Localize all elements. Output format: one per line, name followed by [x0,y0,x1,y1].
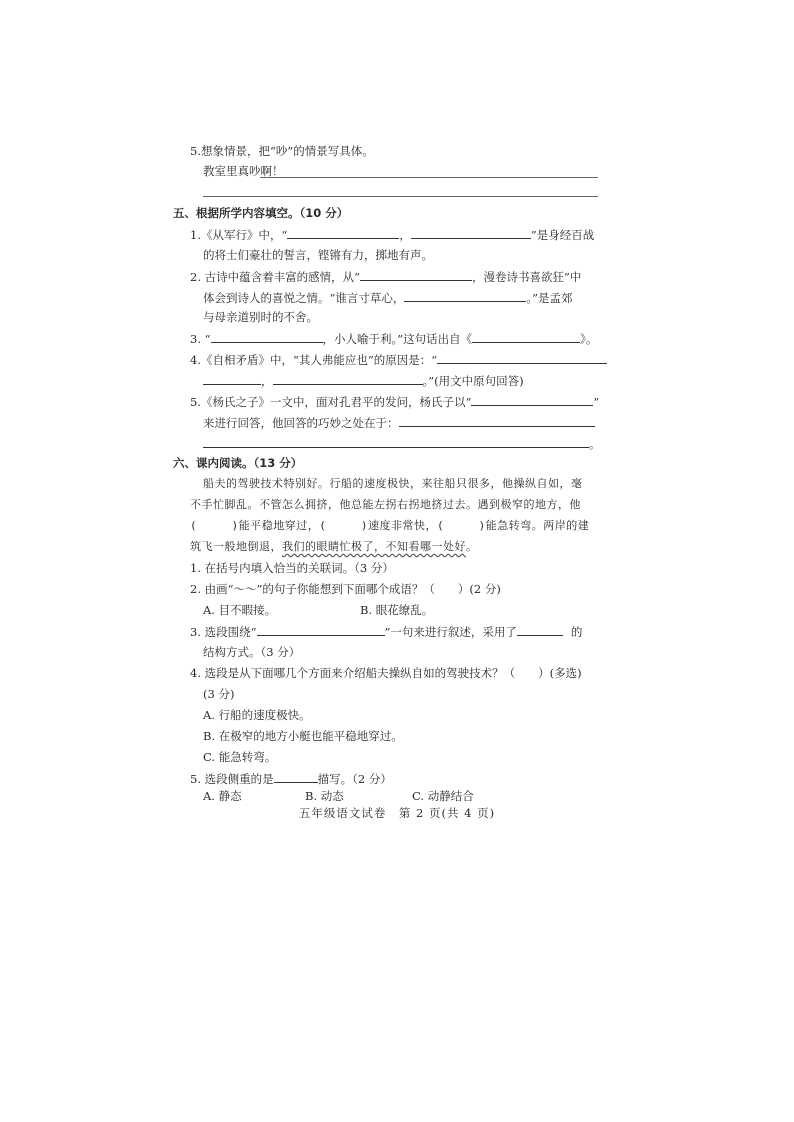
fill-blank[interactable] [411,226,531,239]
fill-blank[interactable] [203,372,261,385]
reading-q4: 4. 选段是从下面哪几个方面来介绍船夫操纵自如的驾驶技术？（ ）(多选) [190,666,582,680]
sec5-item-4-cont [203,372,524,389]
sec5-i1-text-c: ”是身经百战 [530,228,595,242]
fill-blank[interactable] [471,393,593,406]
fill-blank[interactable] [203,435,589,448]
sec5-i2-text-d: 。”是孟郊 [526,291,573,305]
sec5-i5-text-a: 5.《杨氏之子》一文中，面对孔君平的发问，杨氏子以“ [190,395,472,409]
sec5-item-5-cont [203,414,595,431]
sec5-item-1-cont: 的将士们豪壮的誓言，铿锵有力，掷地有声。 [203,248,433,262]
reading-q5 [190,770,392,787]
sec5-i3-text-a: 3. “ [190,332,211,346]
answer-paren[interactable]: ( ) [190,519,239,532]
sec5-item-5 [190,393,599,410]
reading-q3-c: 的 [570,625,583,639]
passage-3b: 速度非常快， [368,519,437,532]
reading-q2-option-a: A. 目不暇接。 [203,603,277,617]
reading-q2-b: ”的句子你能想到下面哪个成语？（ ）(2 分) [256,582,501,596]
fill-blank[interactable] [472,330,580,343]
reading-q1: 1. 在括号内填入恰当的关联词。（3 分） [190,561,394,575]
fill-blank[interactable] [404,289,526,302]
reading-q3-b: ”一句来进行叙述，采用了 [384,625,517,639]
wavy-underlined-sentence: 我们的眼睛忙极了，不知看哪一处好 [282,540,466,553]
passage-line-1: 船夫的驾驶技术特别好。行船的速度极快，来往船只很多，他操纵自如，毫 [203,477,583,490]
reading-q5-option-b: B. 动态 [305,789,344,803]
passage-3a: 能平稳地穿过， [238,519,320,532]
section-5-title: 五、根据所学内容填空。（10 分） [173,206,349,220]
sec5-i2-text-c: 体会到诗人的喜悦之情。“谁言寸草心， [203,291,405,305]
fill-blank[interactable] [257,623,385,636]
reading-q4-score: (3 分) [203,687,235,701]
wavy-mark-icon: ～～ [233,582,257,596]
reading-q5-option-a: A. 静态 [203,789,242,803]
sec5-i3-text-c: 》。 [580,332,598,346]
fill-blank[interactable] [211,330,323,343]
q5-answer-line-2 [203,196,598,197]
sec5-i1-text-b: ， [399,228,411,242]
sec5-i5-text-d: 。 [589,437,601,451]
reading-q2-option-b: B. 眼花缭乱。 [360,603,434,617]
passage-4c: 。 [466,540,478,553]
answer-paren[interactable]: ( ) [437,519,486,532]
passage-3c: 能急转弯。两岸的建 [485,519,590,532]
reading-q4-option-b: B. 在极窄的地方小艇也能平稳地穿过。 [203,729,403,743]
q5-answer-line-1 [260,177,598,178]
fill-blank[interactable] [273,372,423,385]
passage-line-2: 不手忙脚乱。不管怎么拥挤，他总能左拐右拐地挤过去。遇到极窄的地方，他 [190,498,581,511]
passage-line-4 [190,539,478,555]
sec5-item-2-end: 与母亲道别时的不舍。 [203,310,318,324]
reading-q2-a: 2. 由画“ [190,582,234,596]
sec5-item-5-end [203,435,601,452]
sec5-item-2-cont [203,289,573,306]
answer-paren[interactable]: ( ) [319,519,368,532]
passage-line-3 [190,518,589,534]
sec5-item-3 [190,330,597,347]
fill-blank[interactable] [437,351,607,364]
sec5-i1-text-a: 1.《从军行》中，“ [190,228,288,242]
sec5-i5-text-c: 来进行回答，他回答的巧妙之处在于： [203,416,399,430]
reading-q5-option-c: C. 动静结合 [412,789,474,803]
fill-blank[interactable] [287,226,399,239]
sec5-i4-text-b: ， [261,374,273,388]
section-6-title: 六、课内阅读。（13 分） [173,456,303,470]
fill-blank[interactable] [517,623,563,636]
sec5-item-2 [190,268,581,285]
reading-q3 [190,623,582,640]
sec5-i2-text-b: ，漫卷诗书喜欲狂”中 [472,270,582,284]
reading-q5-a: 5. 选段侧重的是 [190,772,274,786]
fill-blank[interactable] [399,414,595,427]
reading-q5-b: 描写。（2 分） [317,772,392,786]
fill-blank[interactable] [274,770,318,783]
q5-prompt: 教室里真吵啊！ [203,164,284,178]
sec5-item-1 [190,226,594,243]
sec5-i2-text-a: 2. 古诗中蕴含着丰富的感情，从“ [190,270,361,284]
sec5-i4-text-a: 4.《自相矛盾》中，“其人弗能应也”的原因是：“ [190,353,438,367]
sec5-i5-text-b: ” [593,395,600,409]
q5-title: 5.想象情景，把“吵”的情景写具体。 [190,144,374,158]
reading-q3-a: 3. 选段围绕“ [190,625,257,639]
page-footer: 五年级语文试卷 第 2 页(共 4 页) [298,806,496,820]
sec5-i4-text-c: 。”(用文中原句回答) [422,374,524,388]
reading-q4-option-c: C. 能急转弯。 [203,750,277,764]
reading-q2 [190,581,501,597]
fill-blank[interactable] [360,268,472,281]
passage-4a: 筑飞一般地倒退， [190,540,282,553]
sec5-item-4 [190,351,607,368]
sec5-i3-text-b: ，小人喻于利。”这句话出自《 [322,332,473,346]
reading-q4-option-a: A. 行船的速度极快。 [203,708,311,722]
reading-q3-cont: 结构方式。（3 分） [203,645,301,659]
